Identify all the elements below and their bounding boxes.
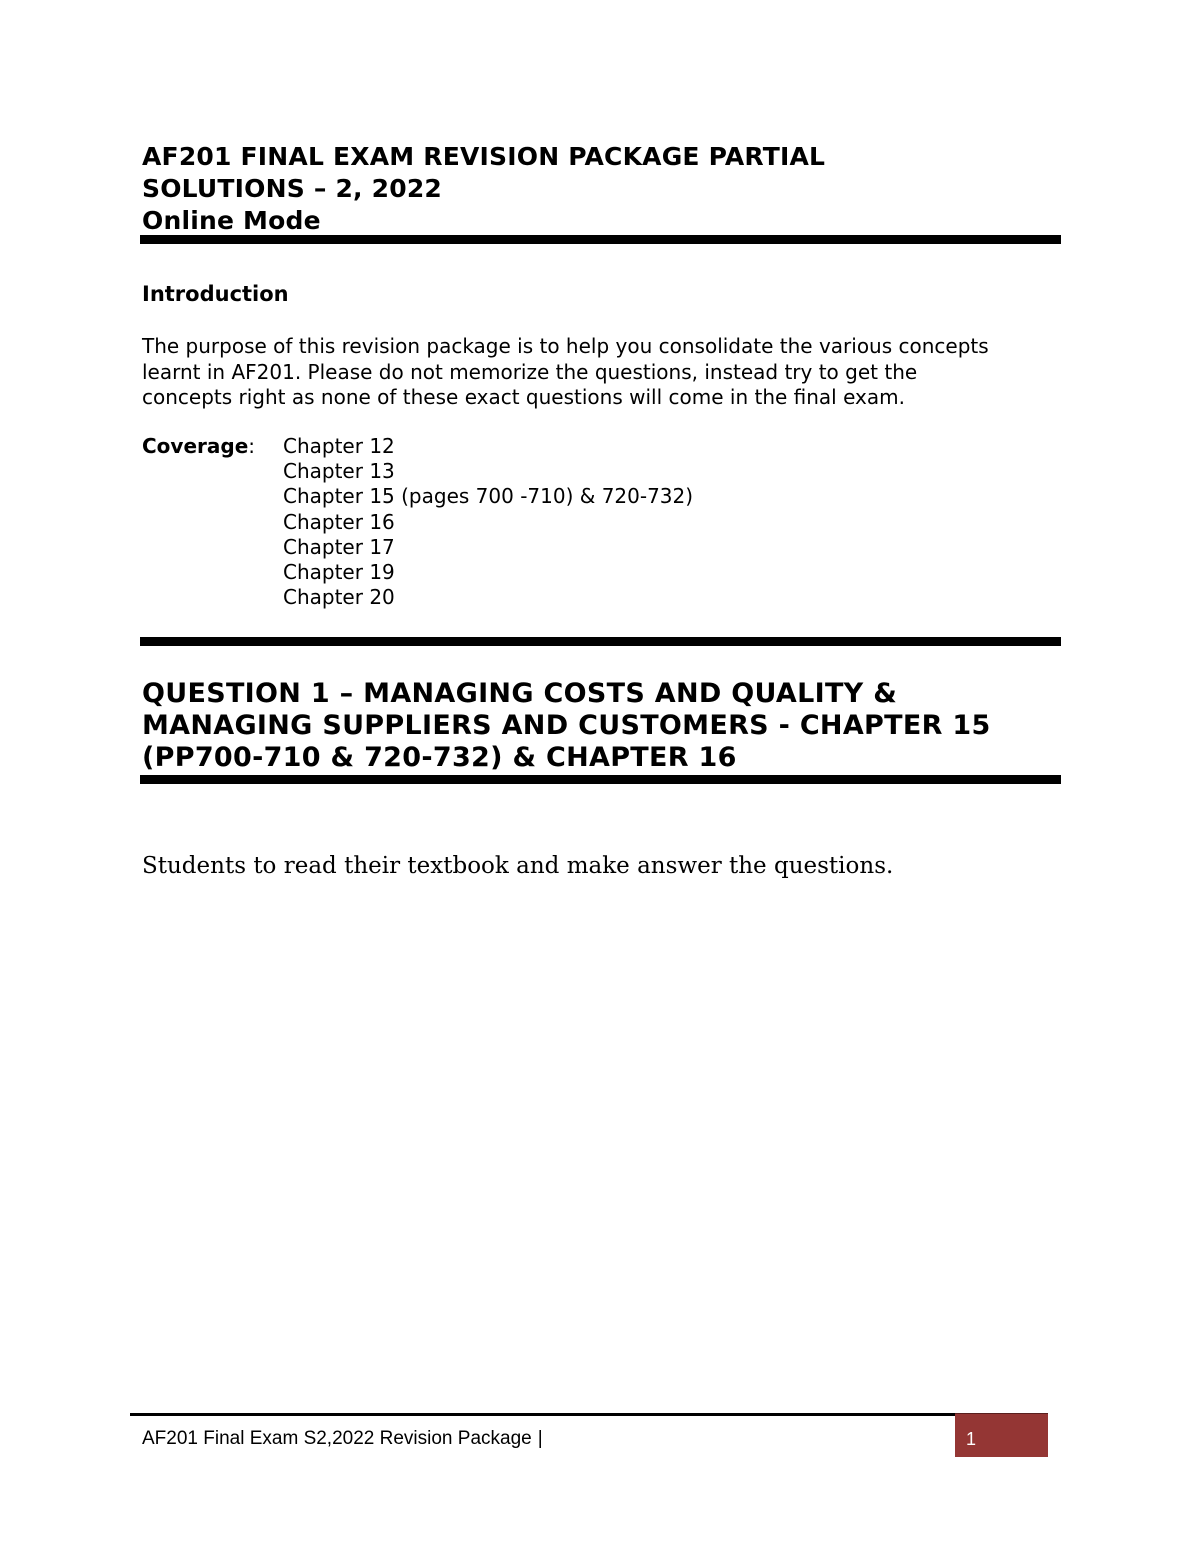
introduction-heading: Introduction [142, 282, 289, 306]
title-line-1: AF201 FINAL EXAM REVISION PACKAGE PARTIAL [142, 142, 826, 171]
question-heading-line-2: MANAGING SUPPLIERS AND CUSTOMERS - CHAPTER 15 [142, 710, 991, 741]
question-1-heading [142, 678, 1072, 774]
question-1-answer: Students to read their textbook and make answer the questions. [142, 853, 894, 879]
coverage-chapter-item: Chapter 20 [283, 585, 395, 610]
intro-line-2: learnt in AF201. Please do not memorize the questions, instead try to get the [142, 359, 918, 384]
coverage-chapter-item: Chapter 16 [283, 509, 395, 534]
coverage-chapter-item: Chapter 13 [283, 459, 395, 484]
title-divider [140, 235, 1061, 244]
document-title [142, 141, 1062, 237]
footer-text [142, 1426, 543, 1452]
intro-line-1: The purpose of this revision package is to help you consolidate the various concepts [142, 334, 989, 358]
footer-divider [130, 1413, 956, 1416]
title-line-3: Online Mode [142, 206, 321, 235]
coverage-label-colon: : [248, 434, 256, 458]
question-divider [140, 775, 1061, 784]
footer-title: AF201 Final Exam S2,2022 Revision Package [142, 1428, 532, 1449]
page-number: 1 [966, 1429, 977, 1449]
coverage-divider [140, 637, 1061, 646]
coverage-chapter-item: Chapter 17 [283, 534, 395, 559]
footer-separator: | [537, 1428, 543, 1449]
question-heading-line-3: (PP700-710 & 720-732) & CHAPTER 16 [142, 742, 737, 773]
intro-line-3: concepts right as none of these exact questions will come in the final exam. [142, 385, 905, 409]
coverage-chapter-item: Chapter 19 [283, 560, 395, 585]
question-heading-line-1: QUESTION 1 – MANAGING COSTS AND QUALITY & [142, 678, 898, 709]
coverage-label-text: Coverage [142, 434, 249, 458]
coverage-chapter-list [283, 434, 693, 610]
coverage-chapter-item: Chapter 15 (pages 700 -710) & 720-732) [283, 484, 694, 509]
introduction-paragraph [142, 334, 1072, 411]
coverage-label [142, 434, 255, 459]
coverage-chapter-item: Chapter 12 [283, 434, 395, 458]
page-number-box [955, 1413, 1048, 1457]
title-line-2: SOLUTIONS – 2, 2022 [142, 174, 443, 203]
